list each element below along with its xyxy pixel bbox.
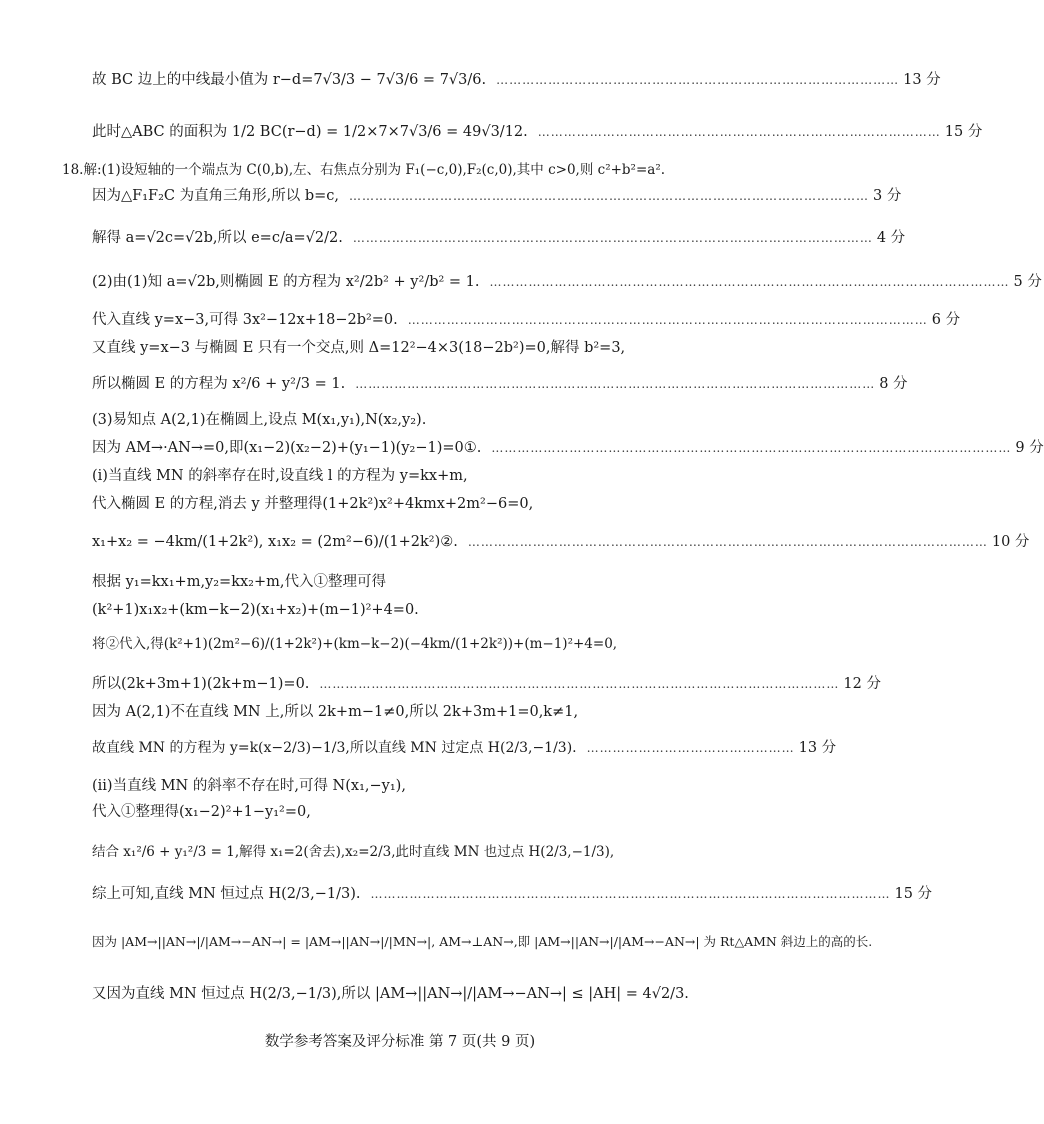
line-bc-median: [92, 70, 941, 90]
line-text: 综上可知,直线 MN 恒过点 H(2/3,−1/3).: [92, 886, 361, 902]
line-q18-intro: [62, 160, 742, 180]
line-text: 18.解:(1)设短轴的一个端点为 C(0,b),左、右焦点分别为 F₁(−c,0),F₂(c,0),其中 c>0,则 c²+b²=a².: [62, 162, 666, 178]
dot-leader: …………………………………………………………………………………………………………: [491, 441, 1012, 455]
score-mark: 12 分: [843, 676, 881, 692]
line-text: 代入椭圆 E 的方程,消去 y 并整理得(1+2k²)x²+4kmx+2m²−6=0,: [92, 496, 534, 512]
line-text: 又因为直线 MN 恒过点 H(2/3,−1/3),所以 |AM→||AN→|/|AM→−AN→| ≤ |AH| = 4√2/3.: [92, 986, 689, 1002]
line-substitute-1: [92, 802, 742, 822]
line-case-slope-exists: [92, 466, 742, 486]
line-ellipse-b: [92, 272, 1042, 292]
line-text: 将②代入,得(k²+1)(2m²−6)/(1+2k²)+(km−k−2)(−4km/(1+2k²))+(m−1)²+4=0,: [92, 636, 618, 652]
line-eccentricity: [92, 228, 906, 248]
line-conclusion: [92, 884, 933, 904]
line-text: 因为 A(2,1)不在直线 MN 上,所以 2k+m−1≠0,所以 2k+3m+1=0,k≠1,: [92, 704, 579, 720]
line-text: 解得 a=√2c=√2b,所以 e=c/a=√2/2.: [92, 230, 343, 246]
line-text: 结合 x₁²/6 + y₁²/3 = 1,解得 x₁=2(舍去),x₂=2/3,此时直线 MN 也过点 H(2/3,−1/3),: [92, 844, 615, 860]
line-vieta: [92, 532, 1030, 552]
line-dot-product: [92, 438, 1044, 458]
dot-leader: …………………………………………………………………………………………………………: [407, 313, 928, 327]
line-discriminant: [92, 338, 742, 358]
line-substitute: [92, 310, 961, 330]
line-text: (3)易知点 A(2,1)在椭圆上,设点 M(x₁,y₁),N(x₂,y₂).: [92, 412, 427, 428]
line-text: 代入①整理得(x₁−2)²+1−y₁²=0,: [92, 804, 311, 820]
dot-leader: …………………………………………………………………………………………………………: [489, 275, 1010, 289]
score-mark: 10 分: [991, 534, 1030, 550]
line-part3-points: [92, 410, 742, 430]
score-mark: 13 分: [903, 72, 941, 88]
line-height-ratio: [92, 932, 873, 952]
line-factorized: [92, 674, 881, 694]
line-substitute-y: [92, 572, 742, 592]
line-substitute-vieta: [92, 634, 742, 654]
score-mark: 3 分: [872, 188, 902, 204]
dot-leader: …………………………………………………………………………………………………………: [352, 231, 873, 245]
line-text: x₁+x₂ = −4km/(1+2k²), x₁x₂ = (2m²−6)/(1+2k²)②.: [92, 534, 458, 550]
line-text: 此时△ABC 的面积为 1/2 BC(r−d) = 1/2×7×7√3/6 = 49√3/12.: [92, 124, 528, 140]
dot-leader: …………………………………………: [586, 741, 795, 755]
line-triangle-area: [92, 122, 983, 142]
line-text: (2)由(1)知 a=√2b,则椭圆 E 的方程为 x²/2b² + y²/b² = 1.: [92, 274, 480, 290]
line-text: 故 BC 边上的中线最小值为 r−d=7√3/3 − 7√3/6 = 7√3/6.: [92, 72, 487, 88]
dot-leader: …………………………………………………………………………………………………………: [348, 189, 869, 203]
score-mark: 15 分: [894, 886, 933, 902]
line-expanded-product: [92, 600, 742, 620]
line-right-triangle: [92, 186, 902, 206]
line-quadratic: [92, 494, 742, 514]
dot-leader: …………………………………………………………………………………: [537, 125, 941, 139]
line-combine: [92, 842, 742, 862]
line-text: 所以椭圆 E 的方程为 x²/6 + y²/3 = 1.: [92, 376, 346, 392]
line-text: 又直线 y=x−3 与椭圆 E 只有一个交点,则 Δ=12²−4×3(18−2b²)=0,解得 b²=3,: [92, 340, 626, 356]
dot-leader: …………………………………………………………………………………………………………: [355, 377, 876, 391]
line-text: 所以(2k+3m+1)(2k+m−1)=0.: [92, 676, 310, 692]
line-text: 故直线 MN 的方程为 y=k(x−2/3)−1/3,所以直线 MN 过定点 H(2/3,−1/3).: [92, 740, 577, 756]
line-text: 根据 y₁=kx₁+m,y₂=kx₂+m,代入①整理可得: [92, 574, 386, 590]
score-mark: 5 分: [1013, 274, 1042, 290]
line-case-no-slope: [92, 776, 742, 796]
score-mark: 15 分: [944, 124, 983, 140]
score-mark: 6 分: [931, 312, 961, 328]
dot-leader: …………………………………………………………………………………: [496, 73, 900, 87]
line-text: 代入直线 y=x−3,可得 3x²−12x+18−2b²=0.: [92, 312, 398, 328]
line-text: (ⅱ)当直线 MN 的斜率不存在时,可得 N(x₁,−y₁),: [92, 778, 406, 794]
dot-leader: …………………………………………………………………………………………………………: [370, 887, 891, 901]
page-footer: 数学参考答案及评分标准 第 7 页(共 9 页): [264, 1034, 536, 1050]
score-mark: 9 分: [1015, 440, 1044, 456]
dot-leader: …………………………………………………………………………………………………………: [467, 535, 988, 549]
line-text: 因为 AM→·AN→=0,即(x₁−2)(x₂−2)+(y₁−1)(y₂−1)=0①.: [92, 440, 482, 456]
line-final-bound: [92, 984, 742, 1004]
dot-leader: …………………………………………………………………………………………………………: [319, 677, 840, 691]
line-fixed-point: [92, 738, 837, 758]
line-exclude-case: [92, 702, 742, 722]
score-mark: 8 分: [879, 376, 908, 392]
line-ellipse-equation: [92, 374, 908, 394]
score-mark: 13 分: [798, 740, 837, 756]
line-text: 因为△F₁F₂C 为直角三角形,所以 b=c,: [92, 188, 339, 204]
line-text: (ⅰ)当直线 MN 的斜率存在时,设直线 l 的方程为 y=kx+m,: [92, 468, 468, 484]
score-mark: 4 分: [876, 230, 906, 246]
line-text: (k²+1)x₁x₂+(km−k−2)(x₁+x₂)+(m−1)²+4=0.: [92, 602, 419, 618]
line-text: 因为 |AM→||AN→|/|AM→−AN→| = |AM→||AN→|/|MN→|, AM→⊥AN→,即 |AM→||AN→|/|AM→−AN→| 为 Rt△AMN 斜边上的高的长.: [92, 934, 873, 949]
